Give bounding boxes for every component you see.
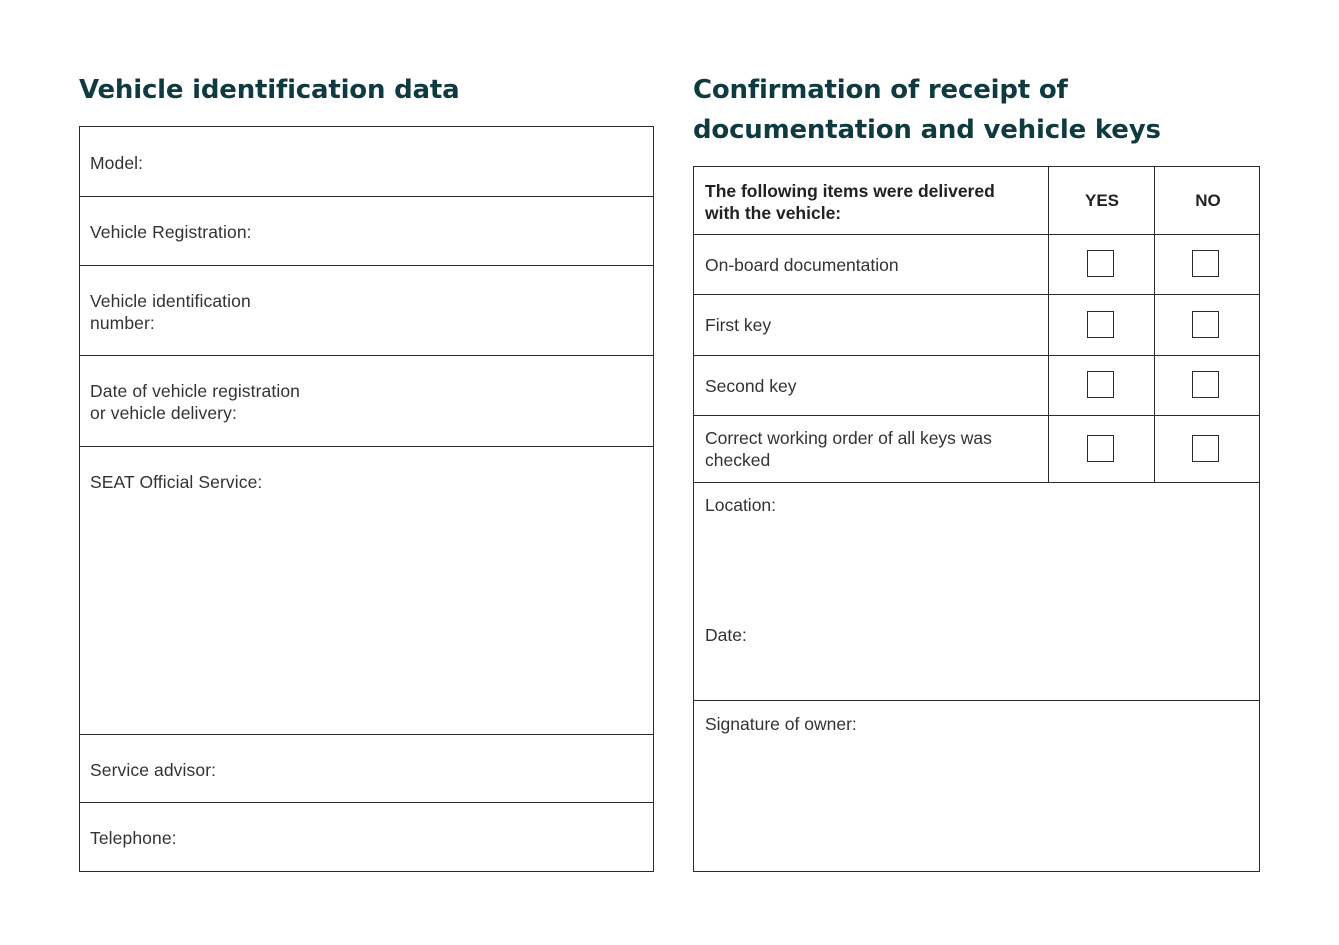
- location-date-section[interactable]: [694, 483, 1259, 700]
- onboard-documentation-label: On-board documentation: [705, 255, 899, 275]
- keys-checked-no-checkbox[interactable]: [1192, 435, 1219, 462]
- registration-date-row[interactable]: [80, 355, 653, 446]
- second-key-no-checkbox[interactable]: [1192, 371, 1219, 398]
- official-service-label: SEAT Official Service:: [90, 472, 263, 492]
- model-row[interactable]: [80, 127, 653, 197]
- location-label: Location:: [705, 495, 777, 515]
- official-service-row[interactable]: [80, 446, 653, 734]
- no-column-header: NO: [1195, 191, 1221, 210]
- date-label: Date:: [705, 625, 747, 645]
- service-advisor-label: Service advisor:: [90, 760, 217, 780]
- model-label: Model:: [90, 153, 144, 173]
- delivered-items-header: The following items were delivered with the vehicle:: [705, 181, 995, 223]
- keys-checked-label: Correct working order of all keys was checked: [705, 428, 992, 470]
- checklist-row-keys-checked: [694, 416, 1048, 482]
- column-divider: [1154, 167, 1155, 483]
- checklist-row-second-key: [694, 356, 1048, 415]
- first-key-no-checkbox[interactable]: [1192, 311, 1219, 338]
- second-key-label: Second key: [705, 376, 797, 396]
- column-divider: [1048, 167, 1049, 483]
- registration-date-label: Date of vehicle registration or vehicle delivery:: [90, 381, 300, 423]
- vehicle-registration-label: Vehicle Registration:: [90, 222, 252, 242]
- confirmation-receipt-heading: Confirmation of receipt of documentation and vehicle keys: [693, 75, 1161, 145]
- vin-row[interactable]: [80, 265, 653, 356]
- vin-label: Vehicle identification number:: [90, 291, 251, 333]
- signature-label: Signature of owner:: [705, 714, 857, 734]
- telephone-label: Telephone:: [90, 828, 177, 848]
- checklist-row-first-key: [694, 295, 1048, 354]
- checklist-row-onboard-documentation: [694, 235, 1048, 294]
- service-advisor-row[interactable]: [80, 734, 653, 803]
- signature-section[interactable]: [694, 701, 1259, 871]
- vehicle-identification-table: [79, 126, 654, 872]
- yes-column-header: YES: [1084, 191, 1120, 210]
- first-key-yes-checkbox[interactable]: [1087, 311, 1114, 338]
- vehicle-registration-row[interactable]: [80, 196, 653, 265]
- onboard-documentation-no-checkbox[interactable]: [1192, 250, 1219, 277]
- telephone-row[interactable]: [80, 802, 653, 871]
- vehicle-identification-heading: Vehicle identification data: [79, 75, 460, 105]
- receipt-confirmation-table: [693, 166, 1260, 872]
- onboard-documentation-yes-checkbox[interactable]: [1087, 250, 1114, 277]
- first-key-label: First key: [705, 315, 772, 335]
- second-key-yes-checkbox[interactable]: [1087, 371, 1114, 398]
- keys-checked-yes-checkbox[interactable]: [1087, 435, 1114, 462]
